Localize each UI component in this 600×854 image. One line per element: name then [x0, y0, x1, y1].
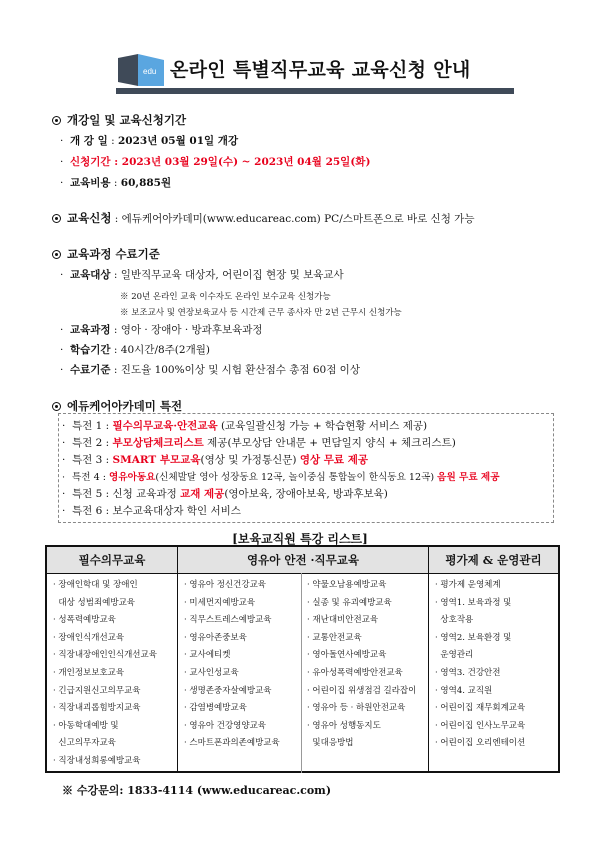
perk-1: · 특전 1 : 필수의무교육·안전교육 (교육일괄신청 가능 + 학습현황 서비스 제공)	[62, 420, 428, 432]
list-item: 신고의무자교육	[53, 738, 116, 749]
list-item: · 개인정보보호교육	[53, 667, 125, 678]
list-item: · 어린이집 재무회계교육	[435, 703, 526, 714]
perk-5: · 특전 5 : 신청 교육과정 교재 제공(영아보육, 장애아보육, 방과후보육)	[62, 488, 388, 500]
perk-6: · 특전 6 : 보수교육대상자 학인 서비스	[62, 505, 241, 517]
table-divider	[177, 547, 178, 771]
list-item: 운영관리	[435, 650, 474, 661]
list-item: · 영역1. 보육과정 및	[435, 597, 512, 608]
list-item: · 직장내장애인인식개선교육	[53, 650, 157, 661]
section-schedule-title: 개강일 및 교육신청기간	[52, 112, 186, 128]
list-item: · 유아성폭력예방안전교육	[307, 667, 403, 678]
schedule-apply-row: · 신청기간 : 2023년 03월 29일(수) ~ 2023년 04월 25일(화)	[60, 156, 371, 168]
criteria-course-row: · 교육과정 : 영아 · 장애아 · 방과후보육과정	[60, 324, 263, 336]
list-item: · 직장내괴롭힘방지교육	[53, 703, 141, 714]
list-item: · 직장내성희롱예방교육	[53, 755, 141, 766]
list-item: · 평가제 운영체계	[435, 580, 501, 590]
table-col-safety-a	[184, 577, 280, 753]
list-item: · 어린이집 인사노무교육	[435, 720, 526, 731]
table-col-safety-b	[307, 577, 416, 753]
list-item: · 영유아 성행동지도	[307, 720, 381, 731]
table-col-mandatory	[53, 577, 157, 771]
section-criteria-title: 교육과정 수료기준	[52, 246, 160, 262]
list-item: · 미세먼지예방교육	[184, 597, 256, 608]
perk-3: · 특전 3 : SMART 부모교육(영상 및 가정통신문) 영상 무료 제공	[62, 454, 368, 466]
perk-4: · 특전 4 : 영유아동요(신체발달 영아 성장동요 12곡, 놀이중심 통합놀이 한식동요 12곡) 음원 무료 제공	[62, 472, 500, 483]
perk-2: · 특전 2 : 부모상담체크리스트 제공(부모상담 안내문 + 면담일지 양식 + 체크리스트)	[62, 437, 456, 449]
criteria-period-row: · 학습기간 : 40시간/8주(2개월)	[60, 344, 210, 356]
list-item: · 교통안전교육	[307, 632, 362, 643]
schedule-start-row: · 개 강 일 : 2023년 05월 01일 개강	[60, 135, 239, 147]
list-item: · 실종 및 유괴예방교육	[307, 597, 392, 608]
criteria-note-2: ※ 보조교사 및 연장보육교사 등 시간제 근무 종사자 만 2년 근무시 신청가능	[120, 308, 402, 318]
schedule-fee-row: · 교육비용 : 60,885원	[60, 177, 172, 189]
list-item: · 직무스트레스예방교육	[184, 615, 272, 626]
criteria-pass-row: · 수료기준 : 진도율 100%이상 및 시험 환산점수 총점 60점 이상	[60, 364, 360, 376]
table-col-evaluation	[435, 577, 525, 753]
criteria-target-row: · 교육대상 : 일반직무교육 대상자, 어린이집 현장 및 보육교사	[60, 269, 344, 281]
list-item: 및대응방법	[307, 738, 354, 749]
title-underline	[116, 88, 514, 94]
list-item: · 감염병예방교육	[184, 703, 247, 714]
logo-text: edu	[143, 67, 157, 76]
table-header-mandatory: 필수의무교육	[47, 547, 177, 574]
list-item: · 긴급지원신고의무교육	[53, 685, 141, 696]
list-item: · 영역3. 건강안전	[435, 667, 501, 678]
list-item: · 장애인학대 및 장애인	[53, 580, 138, 590]
list-item: · 영유아 정신건강교육	[184, 580, 267, 590]
contact-info: ※ 수강문의: 1833-4114 (www.educareac.com)	[62, 784, 332, 797]
edu-logo	[116, 52, 166, 88]
list-item: · 성폭력예방교육	[53, 615, 116, 626]
list-item: · 장애인식개선교육	[53, 632, 125, 643]
list-item: · 스마트폰과의존예방교육	[184, 738, 280, 749]
list-item: · 생명존중자살예방교육	[184, 685, 272, 696]
lecture-table	[45, 545, 560, 773]
table-divider	[428, 547, 429, 771]
list-item: · 영아돌연사예방교육	[307, 650, 387, 661]
list-item: · 교사인성교육	[184, 667, 239, 678]
list-item: · 교사에티켓	[184, 650, 231, 661]
list-item: · 약물오남용예방교육	[307, 580, 387, 590]
list-item: 상호작용	[435, 615, 474, 626]
table-divider	[301, 573, 302, 773]
table-header-safety: 영유아 안전 ·직무교육	[178, 547, 428, 574]
list-item: · 아동학대예방 및	[53, 720, 119, 731]
list-item: 대상 성범죄예방교육	[53, 597, 136, 608]
list-item: · 재난대비안전교육	[307, 615, 379, 626]
list-item: · 영유아 등 · 하원안전교육	[307, 703, 406, 714]
table-subtitle: [보육교직원 특강 리스트]	[232, 532, 368, 546]
page-title: 온라인 특별직무교육 교육신청 안내	[170, 59, 471, 81]
criteria-note-1: ※ 20년 온라인 교육 이수자도 온라인 보수교육 신청가능	[120, 292, 331, 302]
list-item: · 영역4. 교직원	[435, 685, 493, 696]
list-item: · 영유아존중보육	[184, 632, 247, 643]
section-perks-title: 에듀케어아카데미 특전	[52, 398, 182, 414]
section-apply-title: 교육신청 : 에듀케어아카데미(www.educareac.com) PC/스마트폰으로 바로 신청 가능	[52, 210, 474, 226]
list-item: · 어린이집 오리엔테이션	[435, 738, 526, 749]
list-item: · 어린이집 위생점검 길라잡이	[307, 685, 417, 696]
table-header-evaluation: 평가제 & 운영관리	[429, 547, 558, 574]
list-item: · 영유아 건강영양교육	[184, 720, 267, 731]
list-item: · 영역2. 보육환경 및	[435, 632, 512, 643]
